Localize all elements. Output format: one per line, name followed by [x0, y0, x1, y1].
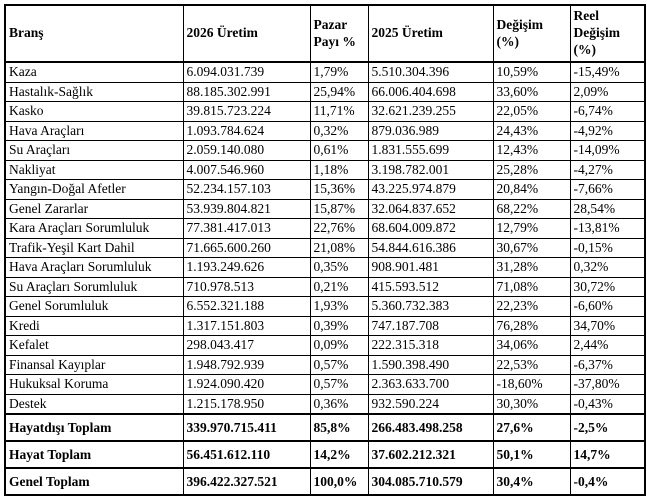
branch-name: Nakliyat: [5, 160, 183, 180]
real-change-pct: -15,49%: [570, 62, 645, 82]
production-2025: 2.363.633.700: [368, 375, 493, 395]
real-change-pct: -6,74%: [570, 102, 645, 122]
production-2026: 298.043.417: [183, 336, 310, 356]
change-pct: 76,28%: [493, 316, 570, 336]
change-pct: 10,59%: [493, 62, 570, 82]
real-change-pct: 30,72%: [570, 277, 645, 297]
market-share: 1,18%: [310, 160, 368, 180]
real-change-pct: -37,80%: [570, 375, 645, 395]
market-share: 0,39%: [310, 316, 368, 336]
table-row: [5, 199, 645, 219]
market-share: 0,35%: [310, 258, 368, 278]
column-header-change-pct: Değişim (%): [493, 5, 570, 62]
production-2026: 396.422.327.521: [183, 468, 310, 495]
production-2026: 56.451.612.110: [183, 441, 310, 468]
branch-name: Su Araçları: [5, 141, 183, 161]
market-share: 15,36%: [310, 180, 368, 200]
production-table-container: [4, 4, 646, 496]
real-change-pct: 0,32%: [570, 258, 645, 278]
change-pct: 68,22%: [493, 199, 570, 219]
change-pct: 12,79%: [493, 219, 570, 239]
real-change-pct: -6,37%: [570, 355, 645, 375]
real-change-pct: 14,7%: [570, 441, 645, 468]
production-2025: 43.225.974.879: [368, 180, 493, 200]
branch-name: Kara Araçları Sorumluluk: [5, 219, 183, 239]
total-row-grand: [5, 468, 645, 495]
production-2025: 68.604.009.872: [368, 219, 493, 239]
table-row: [5, 141, 645, 161]
branch-name: Hava Araçları Sorumluluk: [5, 258, 183, 278]
production-2026: 2.059.140.080: [183, 141, 310, 161]
production-2025: 54.844.616.386: [368, 238, 493, 258]
production-2026: 4.007.546.960: [183, 160, 310, 180]
market-share: 1,79%: [310, 62, 368, 82]
change-pct: 22,23%: [493, 297, 570, 317]
production-2025: 932.590.224: [368, 394, 493, 414]
change-pct: 25,28%: [493, 160, 570, 180]
table-row: [5, 219, 645, 239]
change-pct: 30,4%: [493, 468, 570, 495]
production-2025: 266.483.498.258: [368, 414, 493, 441]
real-change-pct: 34,70%: [570, 316, 645, 336]
change-pct: 22,53%: [493, 355, 570, 375]
production-2026: 1.093.784.624: [183, 121, 310, 141]
production-2025: 5.510.304.396: [368, 62, 493, 82]
real-change-pct: -4,27%: [570, 160, 645, 180]
insurance-production-table: [4, 4, 646, 496]
branch-name: Kasko: [5, 102, 183, 122]
production-2025: 32.621.239.255: [368, 102, 493, 122]
production-2025: 879.036.989: [368, 121, 493, 141]
table-row: [5, 82, 645, 102]
production-2026: 1.317.151.803: [183, 316, 310, 336]
production-2025: 222.315.318: [368, 336, 493, 356]
column-header-market-share: Pazar Payı %: [310, 5, 368, 62]
total-label: Genel Toplam: [5, 468, 183, 495]
real-change-pct: 2,44%: [570, 336, 645, 356]
change-pct: 33,60%: [493, 82, 570, 102]
table-row: [5, 258, 645, 278]
column-header-production-2026: 2026 Üretim: [183, 5, 310, 62]
branch-name: Kredi: [5, 316, 183, 336]
total-label: Hayat Toplam: [5, 441, 183, 468]
market-share: 22,76%: [310, 219, 368, 239]
production-2026: 1.924.090.420: [183, 375, 310, 395]
real-change-pct: -0,15%: [570, 238, 645, 258]
real-change-pct: -6,60%: [570, 297, 645, 317]
real-change-pct: -0,4%: [570, 468, 645, 495]
branch-name: Hava Araçları: [5, 121, 183, 141]
branch-name: Hastalık-Sağlık: [5, 82, 183, 102]
production-2025: 32.064.837.652: [368, 199, 493, 219]
branch-name: Trafik-Yeşil Kart Dahil: [5, 238, 183, 258]
production-2026: 1.948.792.939: [183, 355, 310, 375]
production-2025: 908.901.481: [368, 258, 493, 278]
real-change-pct: -4,92%: [570, 121, 645, 141]
production-2026: 77.381.417.013: [183, 219, 310, 239]
market-share: 0,09%: [310, 336, 368, 356]
change-pct: 30,30%: [493, 394, 570, 414]
change-pct: 24,43%: [493, 121, 570, 141]
production-2026: 710.978.513: [183, 277, 310, 297]
table-row: [5, 355, 645, 375]
change-pct: -18,60%: [493, 375, 570, 395]
change-pct: 27,6%: [493, 414, 570, 441]
market-share: 14,2%: [310, 441, 368, 468]
total-row-non-life: [5, 414, 645, 441]
production-2025: 3.198.782.001: [368, 160, 493, 180]
change-pct: 71,08%: [493, 277, 570, 297]
market-share: 85,8%: [310, 414, 368, 441]
branch-name: Yangın-Doğal Afetler: [5, 180, 183, 200]
branch-name: Genel Zararlar: [5, 199, 183, 219]
change-pct: 50,1%: [493, 441, 570, 468]
column-header-real-change-pct: Reel Değişim (%): [570, 5, 645, 62]
table-row: [5, 62, 645, 82]
market-share: 0,36%: [310, 394, 368, 414]
production-2025: 37.602.212.321: [368, 441, 493, 468]
table-row: [5, 238, 645, 258]
branch-name: Destek: [5, 394, 183, 414]
production-2026: 1.215.178.950: [183, 394, 310, 414]
real-change-pct: 2,09%: [570, 82, 645, 102]
market-share: 1,93%: [310, 297, 368, 317]
branch-name: Genel Sorumluluk: [5, 297, 183, 317]
branch-name: Kefalet: [5, 336, 183, 356]
market-share: 15,87%: [310, 199, 368, 219]
market-share: 0,32%: [310, 121, 368, 141]
change-pct: 30,67%: [493, 238, 570, 258]
production-2026: 39.815.723.224: [183, 102, 310, 122]
market-share: 21,08%: [310, 238, 368, 258]
real-change-pct: -14,09%: [570, 141, 645, 161]
market-share: 0,57%: [310, 375, 368, 395]
market-share: 25,94%: [310, 82, 368, 102]
table-row: [5, 102, 645, 122]
table-row: [5, 316, 645, 336]
production-2025: 66.006.404.698: [368, 82, 493, 102]
production-2026: 1.193.249.626: [183, 258, 310, 278]
total-label: Hayatdışı Toplam: [5, 414, 183, 441]
branch-name: Kaza: [5, 62, 183, 82]
branch-name: Su Araçları Sorumluluk: [5, 277, 183, 297]
change-pct: 20,84%: [493, 180, 570, 200]
production-2026: 6.094.031.739: [183, 62, 310, 82]
production-2025: 304.085.710.579: [368, 468, 493, 495]
table-row: [5, 336, 645, 356]
production-2025: 1.831.555.699: [368, 141, 493, 161]
table-row: [5, 121, 645, 141]
change-pct: 22,05%: [493, 102, 570, 122]
production-2026: 6.552.321.188: [183, 297, 310, 317]
real-change-pct: 28,54%: [570, 199, 645, 219]
production-2025: 5.360.732.383: [368, 297, 493, 317]
market-share: 0,61%: [310, 141, 368, 161]
change-pct: 31,28%: [493, 258, 570, 278]
table-row: [5, 375, 645, 395]
market-share: 0,21%: [310, 277, 368, 297]
branch-name: Finansal Kayıplar: [5, 355, 183, 375]
production-2026: 52.234.157.103: [183, 180, 310, 200]
production-2026: 71.665.600.260: [183, 238, 310, 258]
real-change-pct: -2,5%: [570, 414, 645, 441]
production-2026: 53.939.804.821: [183, 199, 310, 219]
table-row: [5, 394, 645, 414]
production-2026: 339.970.715.411: [183, 414, 310, 441]
table-row: [5, 297, 645, 317]
market-share: 11,71%: [310, 102, 368, 122]
change-pct: 12,43%: [493, 141, 570, 161]
change-pct: 34,06%: [493, 336, 570, 356]
total-row-life: [5, 441, 645, 468]
production-2025: 1.590.398.490: [368, 355, 493, 375]
market-share: 0,57%: [310, 355, 368, 375]
production-2026: 88.185.302.991: [183, 82, 310, 102]
table-row: [5, 180, 645, 200]
column-header-production-2025: 2025 Üretim: [368, 5, 493, 62]
table-row: [5, 160, 645, 180]
branch-name: Hukuksal Koruma: [5, 375, 183, 395]
production-2025: 415.593.512: [368, 277, 493, 297]
production-2025: 747.187.708: [368, 316, 493, 336]
table-row: [5, 277, 645, 297]
real-change-pct: -0,43%: [570, 394, 645, 414]
real-change-pct: -7,66%: [570, 180, 645, 200]
real-change-pct: -13,81%: [570, 219, 645, 239]
column-header-branch: Branş: [5, 5, 183, 62]
header-row: [5, 5, 645, 62]
market-share: 100,0%: [310, 468, 368, 495]
